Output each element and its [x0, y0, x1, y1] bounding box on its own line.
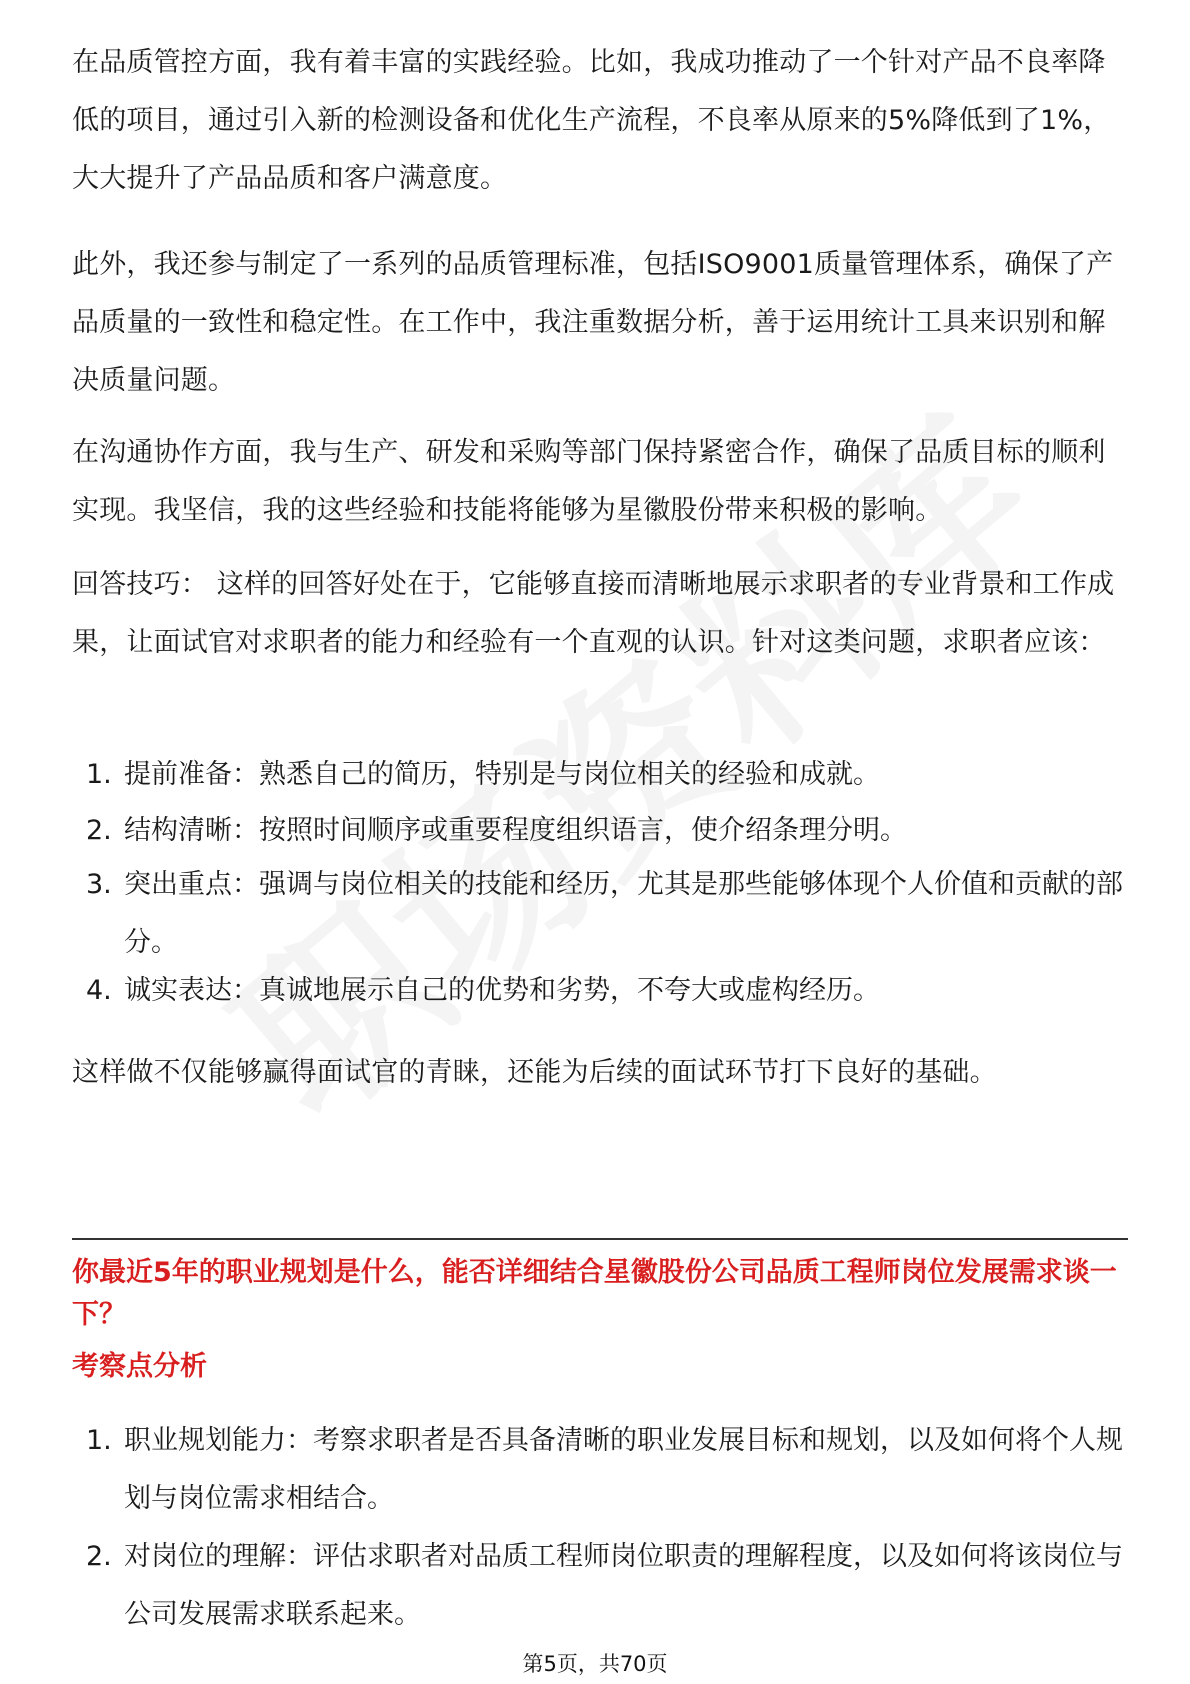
list-text: 突出重点：强调与岗位相关的技能和经历，尤其是那些能够体现个人价值和贡献的部分。	[124, 869, 1123, 958]
list-text: 对岗位的理解：评估求职者对品质工程师岗位职责的理解程度，以及如何将该岗位与公司发展需求联系起来。	[124, 1541, 1123, 1630]
paragraph-answer-tips: 回答技巧： 这样的回答好处在于，它能够直接而清晰地展示求职者的专业背景和工作成果，让面试官对求职者的能力和经验有一个直观的认识。针对这类问题，求职者应该：	[72, 569, 1115, 658]
paragraph-standards: 此外，我还参与制定了一系列的品质管理标准，包括ISO9001质量管理体系，确保了产品质量的一致性和稳定性。在工作中，我注重数据分析，善于运用统计工具来识别和解决质量问题。	[72, 249, 1114, 396]
list-number: 4.	[86, 975, 112, 1006]
list-number: 3.	[86, 869, 112, 900]
section-divider	[72, 1238, 1128, 1240]
analysis-heading: 考察点分析	[72, 1351, 207, 1382]
list-text: 结构清晰：按照时间顺序或重要程度组织语言，使介绍条理分明。	[124, 815, 907, 846]
page-footer: 第5页，共70页	[522, 1652, 668, 1676]
list-text: 诚实表达：真诚地展示自己的优势和劣势，不夸大或虚构经历。	[124, 975, 880, 1006]
question-heading: 你最近5年的职业规划是什么，能否详细结合星徽股份公司品质工程师岗位发展需求谈一下？	[72, 1257, 1117, 1330]
paragraph-closing: 这样做不仅能够赢得面试官的青睐，还能为后续的面试环节打下良好的基础。	[72, 1057, 997, 1088]
list-number: 1.	[86, 759, 112, 790]
list-number: 2.	[86, 1541, 112, 1572]
paragraph-quality-control: 在品质管控方面，我有着丰富的实践经验。比如，我成功推动了一个针对产品不良率降低的项目，通过引入新的检测设备和优化生产流程，不良率从原来的5%降低到了1%，大大提升了产品品质和客户满意度。	[72, 47, 1111, 194]
paragraph-collaboration: 在沟通协作方面，我与生产、研发和采购等部门保持紧密合作，确保了品质目标的顺利实现。我坚信，我的这些经验和技能将能够为星徽股份带来积极的影响。	[72, 437, 1106, 526]
list-number: 1.	[86, 1425, 112, 1456]
list-text: 提前准备：熟悉自己的简历，特别是与岗位相关的经验和成就。	[124, 759, 880, 790]
list-text: 职业规划能力：考察求职者是否具备清晰的职业发展目标和规划，以及如何将个人规划与岗位需求相结合。	[124, 1425, 1123, 1514]
list-number: 2.	[86, 815, 112, 846]
